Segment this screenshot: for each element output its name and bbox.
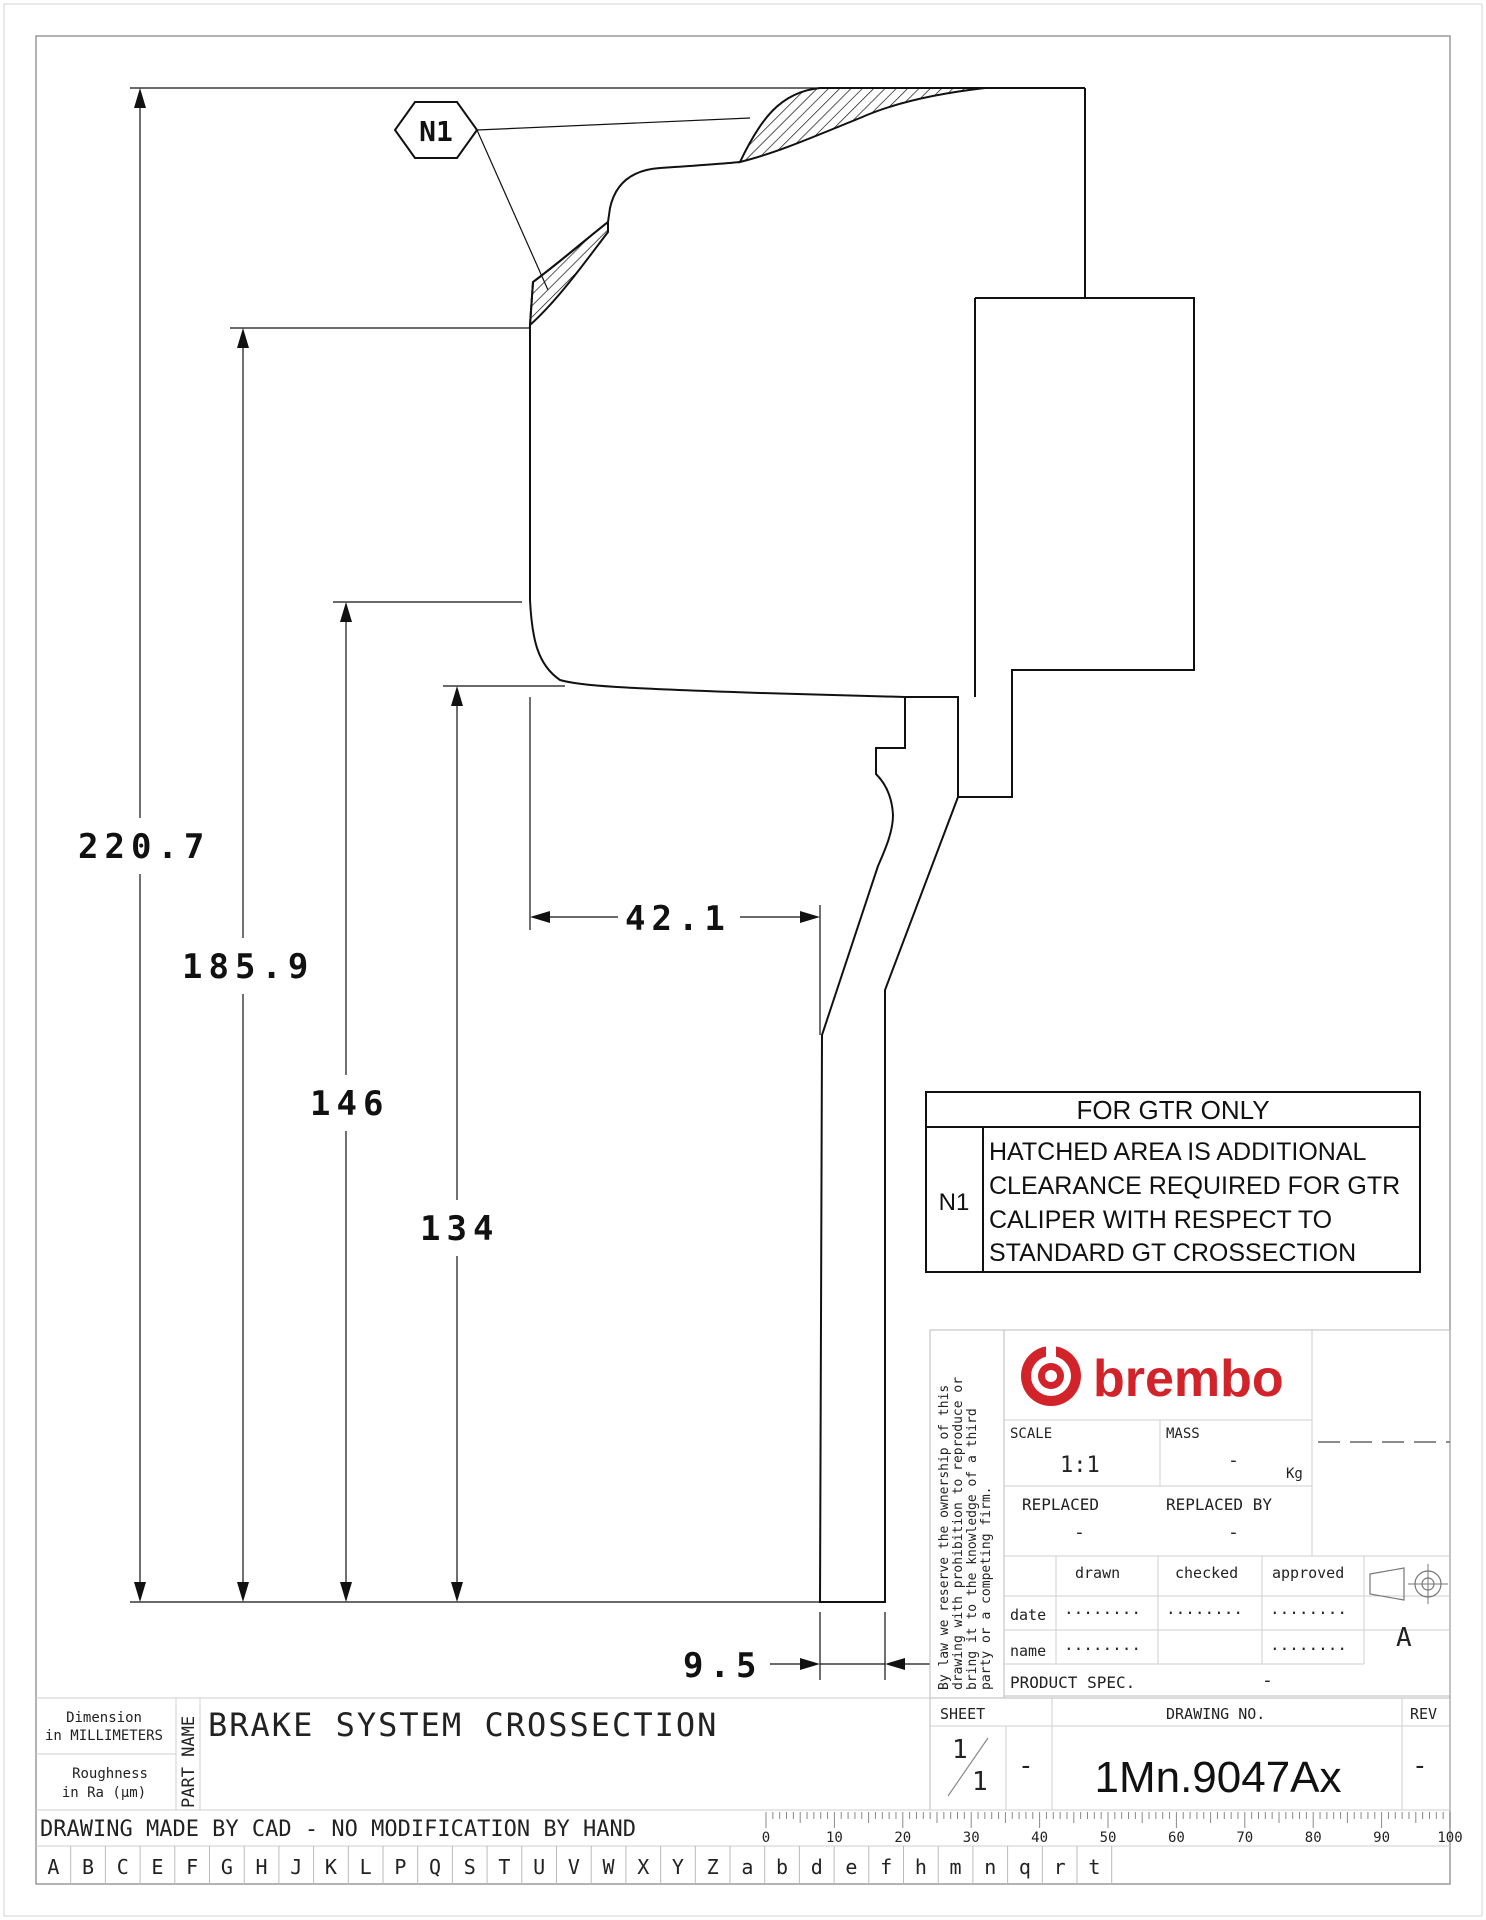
letter-index-cell: m [949, 1855, 962, 1879]
dimension-disc-height: 134 [420, 1209, 500, 1249]
letter-index-cell: X [637, 1855, 650, 1879]
letter-index-cell: F [186, 1855, 199, 1879]
replaced-by-value: - [1228, 1522, 1239, 1543]
dimension-overall-height: 220.7 [78, 827, 211, 867]
letter-index-cell: K [324, 1855, 337, 1879]
note-line-1: HATCHED AREA IS ADDITIONAL [989, 1138, 1367, 1166]
scale-value: 1:1 [1060, 1453, 1100, 1478]
letter-index-cell: n [984, 1855, 997, 1879]
letter-index-cell: G [220, 1855, 233, 1879]
hatched-clearance-area-lower [530, 222, 608, 325]
part-name-label: PART NAME [179, 1715, 199, 1808]
letter-index-cell: T [498, 1855, 511, 1879]
drawn-label: drawn [1075, 1564, 1121, 1582]
letter-index-cell: r [1053, 1855, 1066, 1879]
product-spec-label: PRODUCT SPEC. [1010, 1673, 1136, 1692]
ruler-label: 100 [1437, 1830, 1463, 1846]
letter-index-cell: E [151, 1855, 164, 1879]
letter-index-cell: U [533, 1855, 546, 1879]
note-table-header: FOR GTR ONLY [1076, 1095, 1270, 1125]
note-line-3: CALIPER WITH RESPECT TO [989, 1206, 1333, 1234]
rev-value: - [1412, 1751, 1428, 1781]
dimension-offset: 42.1 [625, 899, 731, 939]
dimension-unit-line-1: Dimension [66, 1710, 142, 1726]
dimension-lines [70, 88, 985, 1680]
letter-index-cell: W [602, 1855, 615, 1879]
n1-marker-text: N1 [419, 115, 453, 148]
dimension-inner-height: 146 [310, 1084, 390, 1124]
ruler-label: 0 [761, 1830, 771, 1846]
letter-index-cell: Y [671, 1855, 684, 1879]
letter-index-cell: C [116, 1855, 129, 1879]
scale-ruler [762, 1812, 1463, 1846]
brand-name: brembo [1093, 1350, 1284, 1408]
dimension-thickness: 9.5 [683, 1646, 763, 1686]
letter-index-cell: b [776, 1855, 789, 1879]
letter-index-cell: h [914, 1855, 927, 1879]
letter-index-cell: H [255, 1855, 268, 1879]
replaced-label: REPLACED [1022, 1495, 1100, 1514]
ruler-label: 70 [1236, 1830, 1254, 1846]
letter-index-cell: S [463, 1855, 476, 1879]
ruler-label: 60 [1167, 1830, 1185, 1846]
sheet-number: 1 [952, 1735, 968, 1765]
note-line-4: STANDARD GT CROSSECTION [989, 1239, 1357, 1267]
approved-date-dots: ........ [1270, 1599, 1348, 1618]
caliper-body-outline [905, 298, 1194, 797]
ruler-label: 40 [1031, 1830, 1049, 1846]
letter-index-cell: B [82, 1855, 95, 1879]
part-name: BRAKE SYSTEM CROSSECTION [208, 1706, 719, 1744]
drawing-no-label: DRAWING NO. [1166, 1705, 1266, 1723]
scale-label: SCALE [1010, 1426, 1053, 1442]
checked-date-dots: ........ [1166, 1599, 1244, 1618]
letter-index-cell: e [845, 1855, 858, 1879]
letter-index-cell: d [810, 1855, 823, 1879]
mass-unit: Kg [1286, 1466, 1303, 1482]
letter-index-cell: L [359, 1855, 372, 1879]
cad-note: DRAWING MADE BY CAD - NO MODIFICATION BY HAND [40, 1817, 637, 1842]
letter-index-cell: Z [706, 1855, 719, 1879]
letter-index-cell: f [880, 1855, 893, 1879]
copyright-line-1: By law we reserve the ownership of this [937, 1384, 952, 1690]
mass-label: MASS [1166, 1426, 1200, 1442]
ruler-label: 50 [1099, 1830, 1117, 1846]
dimension-unit-line-2: in MILLIMETERS [44, 1728, 164, 1744]
letter-index-cell: a [741, 1855, 754, 1879]
replaced-by-label: REPLACED BY [1166, 1495, 1272, 1514]
roughness-line-2: in Ra (µm) [61, 1785, 147, 1801]
note-line-2: CLEARANCE REQUIRED FOR GTR [989, 1172, 1401, 1200]
sheet-total: 1 [972, 1767, 988, 1797]
ruler-label: 90 [1373, 1830, 1391, 1846]
ruler-label: 30 [962, 1830, 980, 1846]
footer [36, 1812, 1463, 1884]
sheet-dash: - [1018, 1751, 1034, 1781]
revision-letter: A [1396, 1623, 1412, 1653]
letter-index-cell: Q [429, 1855, 442, 1879]
letter-index-cell: J [290, 1855, 303, 1879]
rev-label: REV [1410, 1705, 1438, 1723]
name-label: name [1010, 1642, 1047, 1660]
approved-label: approved [1272, 1564, 1345, 1582]
letter-index-strip [47, 1846, 1111, 1884]
hatched-clearance-area [740, 88, 985, 162]
letter-index-cell: A [47, 1855, 60, 1879]
brembo-logo [1021, 1342, 1284, 1408]
projection-symbol-icon [1370, 1564, 1448, 1604]
letter-index-cell: P [394, 1855, 407, 1879]
letter-index-cell: q [1018, 1855, 1031, 1879]
drawing-number: 1Mn.9047Ax [1094, 1753, 1342, 1802]
copyright-line-4: party or a competing firm. [979, 1486, 994, 1690]
letter-index-cell: V [567, 1855, 580, 1879]
sheet-label: SHEET [940, 1705, 986, 1723]
replaced-value: - [1074, 1522, 1085, 1543]
note-table [926, 1092, 1420, 1272]
dimension-hub-height: 185.9 [182, 947, 315, 987]
product-spec-value: - [1262, 1670, 1273, 1691]
rim-envelope-outline [530, 88, 1085, 697]
mass-value: - [1228, 1450, 1239, 1471]
ruler-label: 20 [894, 1830, 912, 1846]
date-label: date [1010, 1606, 1047, 1624]
copyright-line-2: drawing with prohibition to reproduce or [951, 1376, 966, 1690]
copyright-line-3: bring it to the knowledge of a third [965, 1408, 980, 1690]
drawn-name-dots: ........ [1064, 1635, 1142, 1654]
ruler-label: 10 [825, 1830, 843, 1846]
note-table-id: N1 [938, 1189, 970, 1216]
drawn-date-dots: ........ [1064, 1599, 1142, 1618]
letter-index-cell: t [1088, 1855, 1101, 1879]
ruler-label: 80 [1304, 1830, 1322, 1846]
title-block [930, 1330, 1450, 1810]
approved-name-dots: ........ [1270, 1635, 1348, 1654]
checked-label: checked [1175, 1564, 1239, 1582]
roughness-line-1: Roughness [72, 1766, 148, 1782]
